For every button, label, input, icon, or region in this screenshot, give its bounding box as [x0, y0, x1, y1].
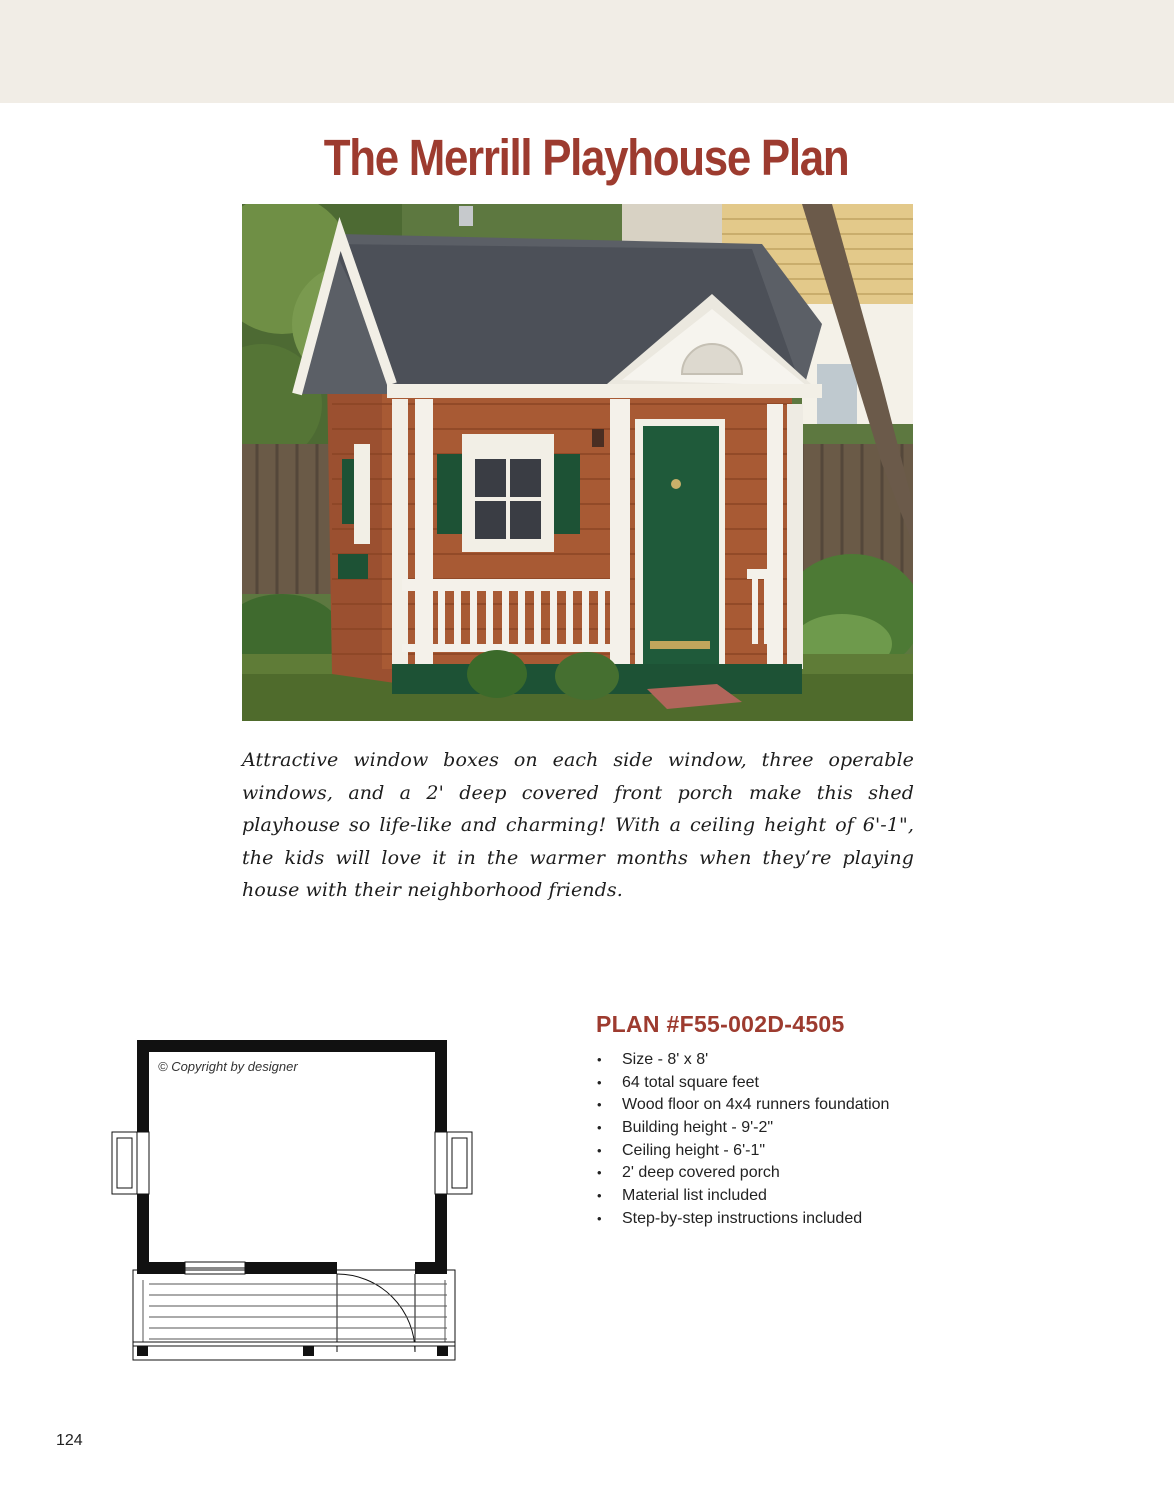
header-band	[0, 0, 1174, 103]
bullet: •	[597, 1052, 602, 1067]
feature-text: Wood floor on 4x4 runners foundation	[622, 1096, 890, 1114]
list-item	[596, 1049, 889, 1072]
list-item	[596, 1117, 889, 1140]
plan-description: Attractive window boxes on each side window, three operable windows, and a 2' deep covered front porch make this shed playhouse so life-like and charming! With a ceiling height of 6'-1", the kids will love it in the warmer months when they’re playing house with their neighborhood friends.	[242, 749, 914, 901]
list-item	[596, 1094, 889, 1117]
feature-text: Material list included	[622, 1187, 767, 1205]
list-item	[596, 1208, 889, 1231]
bullet: •	[597, 1074, 602, 1090]
plan-features-list	[596, 1049, 889, 1231]
playhouse-photo	[242, 204, 913, 721]
floor-plan-diagram	[107, 1040, 479, 1362]
bullet: •	[597, 1210, 602, 1226]
feature-text: Building height - 9'-2"	[622, 1119, 774, 1137]
page-number: 124	[56, 1432, 83, 1449]
feature-text: 64 total square feet	[622, 1073, 759, 1091]
bullet: •	[597, 1165, 602, 1181]
feature-text: Ceiling height - 6'-1"	[622, 1141, 766, 1159]
feature-text: 2' deep covered porch	[622, 1164, 780, 1182]
copyright-note: © Copyright by designer	[158, 1059, 298, 1074]
bullet: •	[597, 1097, 602, 1113]
list-item	[596, 1072, 889, 1095]
bullet: •	[597, 1120, 602, 1136]
list-item	[596, 1140, 889, 1163]
plan-number: PLAN #F55-002D-4505	[596, 1011, 845, 1037]
bullet: •	[597, 1142, 602, 1158]
feature-text: Step-by-step instructions included	[622, 1209, 863, 1227]
page-title: The Merrill Playhouse Plan	[323, 129, 849, 186]
bullet: •	[597, 1188, 602, 1204]
feature-text: Size - 8' x 8'	[622, 1051, 709, 1068]
list-item	[596, 1185, 889, 1208]
playhouse-illustration	[242, 204, 913, 721]
list-item	[596, 1162, 889, 1185]
